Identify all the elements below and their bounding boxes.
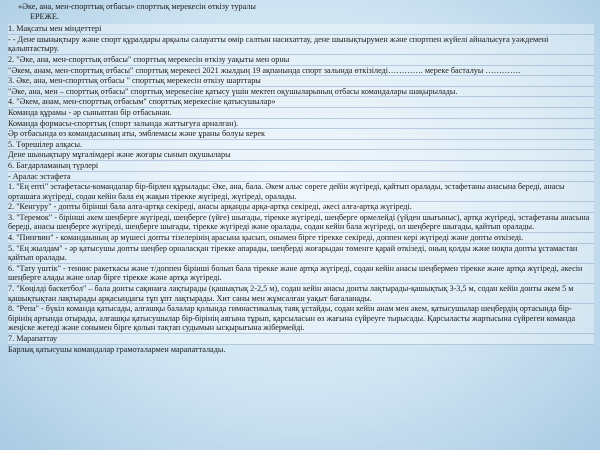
section-4-heading: 4. "Әкем, анам, мен-спорттық отбасым" спорттық мерекесіне қатысушылар» bbox=[8, 97, 594, 108]
section-7-text: Барлық қатысушы командалар грамоталармен марапатталады. bbox=[8, 344, 226, 354]
section-5-heading: 5. Төрешілер алқасы. bbox=[8, 140, 594, 151]
document-title: «Әке, ана, мен-спорттық отбасы» спорттық мерекесін өткізу туралы bbox=[18, 2, 256, 11]
team-uniform: Команда формасы-спорттық (спорт залында жаттығуға арналған). bbox=[8, 119, 594, 130]
program-item-7: 7. "Көңілді баскетбол" – бала донты сақинаға лақтырады (қашықтық 2-2,5 м), содан кейін анасы донты лақтырады-қашықтық 3-3,5 м, содан кейін донты әкем 5 м қашықтықтан лақтырады арқасындағы тұп ұпт лақтырады. Хит саны мен жұмсалған уақыт бағаланады. bbox=[8, 284, 594, 304]
program-item-2: 2. "Кенгуру" - допты бірінші бала алға-артқа секіреді, анасы арқанды арқа-артқа секіреді, әкесі алға-артқа жүгіреді. bbox=[8, 202, 594, 213]
team-emblem: Әр отбасында өз командасының аты, эмблемасы және ұраны болуы керек bbox=[8, 129, 594, 140]
section-1-text: - - Дене шынықтыру және спорт құралдары арқылы салауатты өмір салтын насихаттау, дене шынықтырумен және спортпен жүйелі айналысуға уәждемені қалыптастыру. bbox=[8, 35, 594, 55]
program-item-1: 1. "Ең епті" эстафетасы-командалар бір-бірлен құрылады: Әке, ана, бала. Әкем алыс сөреге дейін жүгіреді, қайтып оралады, эстафетаны анасына береді, анасы орташаға жүгіреді, содан кейін бала ең жақын тірекке жүгіреді, жүгіреді, оралады. bbox=[8, 182, 594, 202]
section-2-text: "Әкем, анам, мен-спорттық отбасы" спорттық мерекесі 2021 жылдың 19 ақпанында спорт залында өткізіледі…………. мереке басталуы …………. bbox=[8, 66, 594, 77]
section-6-heading: 6. Бағдарламаның түрлері bbox=[8, 161, 594, 172]
team-composition: Команда құрамы - әр сыныптан бір отбасынан. bbox=[8, 108, 594, 119]
program-item-8: 8. "Репа" - бүкіл команда қатысады, алғашқы балалар қолында гимнастикалық таяқ ұстайды, содан кейін анам мен әкем, қатысушылар шеңбердің ортасында бір-бірінің артында отырады, алғашқы қатысушылар бір-бірінің аягына тұрып, қарсыласын өз жағына сүйреуге тырысады. Қарсыласты жартысына сүйреген команда жеңіске жетеді және сонымен бірге қолын тақтап судымын ысқырығына жібермейді. bbox=[8, 304, 594, 334]
program-item-5: 5. "Ең жылдам" - әр қатысушы допты шеңбер орналасқан тірекке апарады, шеңберді жоғарыдан төменге қарай өткізеді, оның қолды және ноқпа допты ұстамастан қайтып оралады. bbox=[8, 244, 594, 264]
erezhe-heading: ЕРЕЖЕ. bbox=[30, 11, 59, 21]
section-3-heading: 3. Әке, ана, мен-спорттық отбасы " спорттық мерекесін өткізу шарттары bbox=[8, 76, 594, 87]
mixed-relay: - Аралас эстафета bbox=[8, 172, 594, 183]
section-3-text: "Әке, ана, мен – спорттық отбасы" спорттық мерекесіне қатысу үшін мектеп оқушыларының отбасы командалары шақырылады. bbox=[8, 87, 594, 98]
program-item-4: 4. "Пингвин" - командаының әр мүшесі допты тізелерінің арасына қысып, онымен бірге тірекке секіреді, доппен кері жүгіреді және допты өткізеді. bbox=[8, 233, 594, 244]
section-2-heading: 2. "Әке, ана, мен-спорттық отбасы" спорттық мерекесін өткізу уақыты мен орны bbox=[8, 55, 594, 66]
program-item-3: 3. "Теремок" - бірінші әкем шеңберге жүгіреді, шеңберге (үйге) шығады, тірекке жүгіреді, шеңберге өрмелейді (үйден шығыныс), артқа жүгіреді, эстафетаны анасына береді, анасы шеңберге жүгіреді, шеңберге шығады, тірекке жүгіреді және оралады, содан кейін бала жүгіреді, ол шеңберге шығады, қайтып оралады. bbox=[8, 213, 594, 233]
section-1-heading: 1. Мақсаты мен міндеттері bbox=[8, 24, 594, 35]
section-7-heading: 7. Марапаттау bbox=[8, 334, 594, 345]
program-item-6: 6. "Тату үштік" - теннис ракеткасы және т/доппен бірінші болып бала тірекке және артқа жүгіреді, содан кейін анасы шеңбермен тірекке және артқа жүгіреді, әкесін шеңберге алады және олар бірге тірекке және артқа жүгіреді. bbox=[8, 264, 594, 284]
section-5-text: Дене шынықтыру мұғалімдері және жоғары сынып оқушылары bbox=[8, 150, 594, 161]
